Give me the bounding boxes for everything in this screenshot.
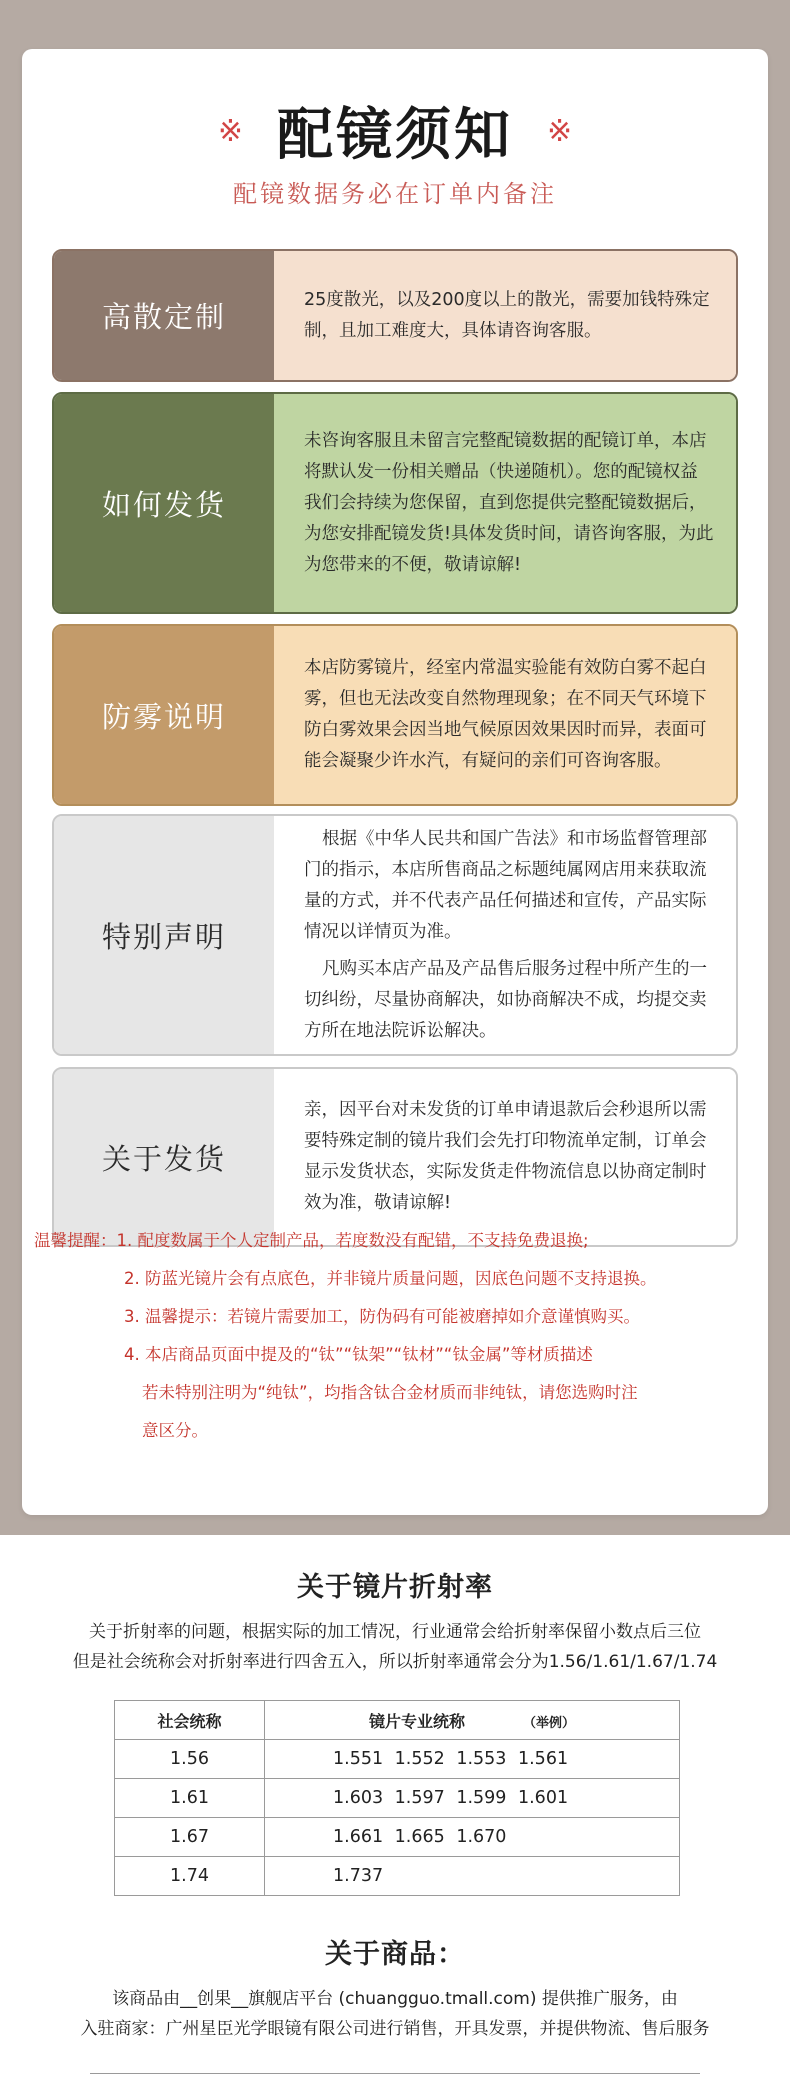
note-line: 意区分。 bbox=[142, 1421, 208, 1440]
notice-title-row bbox=[22, 91, 768, 171]
box-label: 防雾说明 bbox=[54, 626, 274, 804]
table-row bbox=[115, 1857, 680, 1896]
product-text-line: 入驻商家：广州星臣光学眼镜有限公司进行销售，开具发票，并提供物流、售后服务 bbox=[80, 2019, 710, 2039]
table-cell: 1.61 bbox=[115, 1779, 265, 1818]
refraction-table bbox=[114, 1700, 680, 1896]
header-social-name: 社会统称 bbox=[115, 1701, 265, 1740]
box-shipping-method bbox=[52, 392, 738, 614]
star-right-icon: ※ bbox=[547, 113, 573, 149]
box-paragraph: 亲，因平台对未发货的订单申请退款后会秒退所以需要特殊定制的镜片我们会先打印物流单定制，订单会显示发货状态，实际发货走件物流信息以协商定制时效为准，敬请谅解! bbox=[304, 1100, 707, 1213]
box-text bbox=[274, 251, 736, 380]
box-paragraph: 未咨询客服且未留言完整配镜数据的配镜订单，本店将默认发一份相关赠品（快递随机）。您的配镜权益我们会持续为您保留，直到您提供完整配镜数据后，为您安排配镜发货!具体发货时间，请咨询客服，为此为您带来的不便，敬请谅解! bbox=[304, 430, 714, 575]
table-cell: 1.603 1.597 1.599 1.601 bbox=[265, 1779, 680, 1818]
box-text bbox=[274, 626, 736, 804]
table-row bbox=[115, 1779, 680, 1818]
note-line: 4. 本店商品页面中提及的“钛”“钛架”“钛材”“钛金属”等材质描述 bbox=[124, 1345, 593, 1364]
table-header-row bbox=[115, 1701, 680, 1740]
product-text-line: 该商品由__创果__旗舰店平台 (chuangguo.tmall.com) 提供推广服务，由 bbox=[112, 1989, 678, 2009]
box-paragraph: 凡购买本店产品及产品售后服务过程中所产生的一切纠纷，尽量协商解决，如协商解决不成，均提交卖方所在地法院诉讼解决。 bbox=[304, 958, 707, 1041]
box-label: 特别声明 bbox=[54, 816, 274, 1054]
divider bbox=[90, 2073, 700, 2074]
table-cell: 1.56 bbox=[115, 1740, 265, 1779]
note-line: 若未特别注明为“纯钛”，均指含钛合金材质而非纯钛，请您选购时注 bbox=[142, 1383, 638, 1402]
table-cell: 1.737 bbox=[265, 1857, 680, 1896]
table-cell: 1.74 bbox=[115, 1857, 265, 1896]
box-label: 高散定制 bbox=[54, 251, 274, 380]
refraction-title: 关于镜片折射率 bbox=[297, 1572, 493, 1603]
box-about-shipping bbox=[52, 1067, 738, 1247]
box-special-statement bbox=[52, 814, 738, 1056]
box-paragraph: 本店防雾镜片，经室内常温实验能有效防白雾不起白雾，但也无法改变自然物理现象；在不同天气环境下防白雾效果会因当地气候原因效果因时而异，表面可能会凝聚少许水汽，有疑问的亲们可咨询客服。 bbox=[304, 658, 707, 771]
box-label: 如何发货 bbox=[54, 394, 274, 612]
box-paragraph: 根据《中华人民共和国广告法》和市场监督管理部门的指示，本店所售商品之标题纯属网店用来获取流量的方式，并不代表产品任何描述和宣传，产品实际情况以详情页为准。 bbox=[304, 828, 707, 942]
box-text bbox=[274, 394, 736, 612]
warm-reminder-notes bbox=[34, 1222, 734, 1450]
box-text bbox=[274, 1069, 736, 1245]
product-title: 关于商品： bbox=[325, 1939, 465, 1970]
notice-subtitle: 配镜数据务必在订单内备注 bbox=[233, 180, 557, 208]
star-left-icon: ※ bbox=[217, 113, 243, 149]
box-text bbox=[274, 816, 736, 1054]
box-label: 关于发货 bbox=[54, 1069, 274, 1245]
refraction-text-line: 但是社会统称会对折射率进行四舍五入，所以折射率通常会分为1.56/1.61/1.67/1.74 bbox=[72, 1652, 718, 1672]
table-row bbox=[115, 1818, 680, 1857]
note-line: 3. 温馨提示：若镜片需要加工，防伪码有可能被磨掉如介意谨慎购买。 bbox=[124, 1307, 640, 1326]
note-line: 温馨提醒：1. 配度数属于个人定制产品，若度数没有配错，不支持免费退换; bbox=[34, 1231, 589, 1250]
box-paragraph: 25度散光，以及200度以上的散光，需要加钱特殊定制，且加工难度大，具体请咨询客服。 bbox=[304, 289, 710, 341]
table-row bbox=[115, 1740, 680, 1779]
note-line: 2. 防蓝光镜片会有点底色，并非镜片质量问题，因底色问题不支持退换。 bbox=[124, 1269, 657, 1288]
table-cell: 1.67 bbox=[115, 1818, 265, 1857]
header-professional-label: 镜片专业统称 bbox=[368, 1711, 465, 1731]
box-high-astigmatism bbox=[52, 249, 738, 382]
notice-title: 配镜须知 bbox=[277, 103, 513, 168]
box-anti-fog bbox=[52, 624, 738, 806]
header-professional-name bbox=[265, 1701, 680, 1740]
table-cell: 1.551 1.552 1.553 1.561 bbox=[265, 1740, 680, 1779]
refraction-text-line: 关于折射率的问题，根据实际的加工情况，行业通常会给折射率保留小数点后三位 bbox=[89, 1622, 701, 1642]
header-example-note: （举例） bbox=[523, 1715, 576, 1731]
table-cell: 1.661 1.665 1.670 bbox=[265, 1818, 680, 1857]
